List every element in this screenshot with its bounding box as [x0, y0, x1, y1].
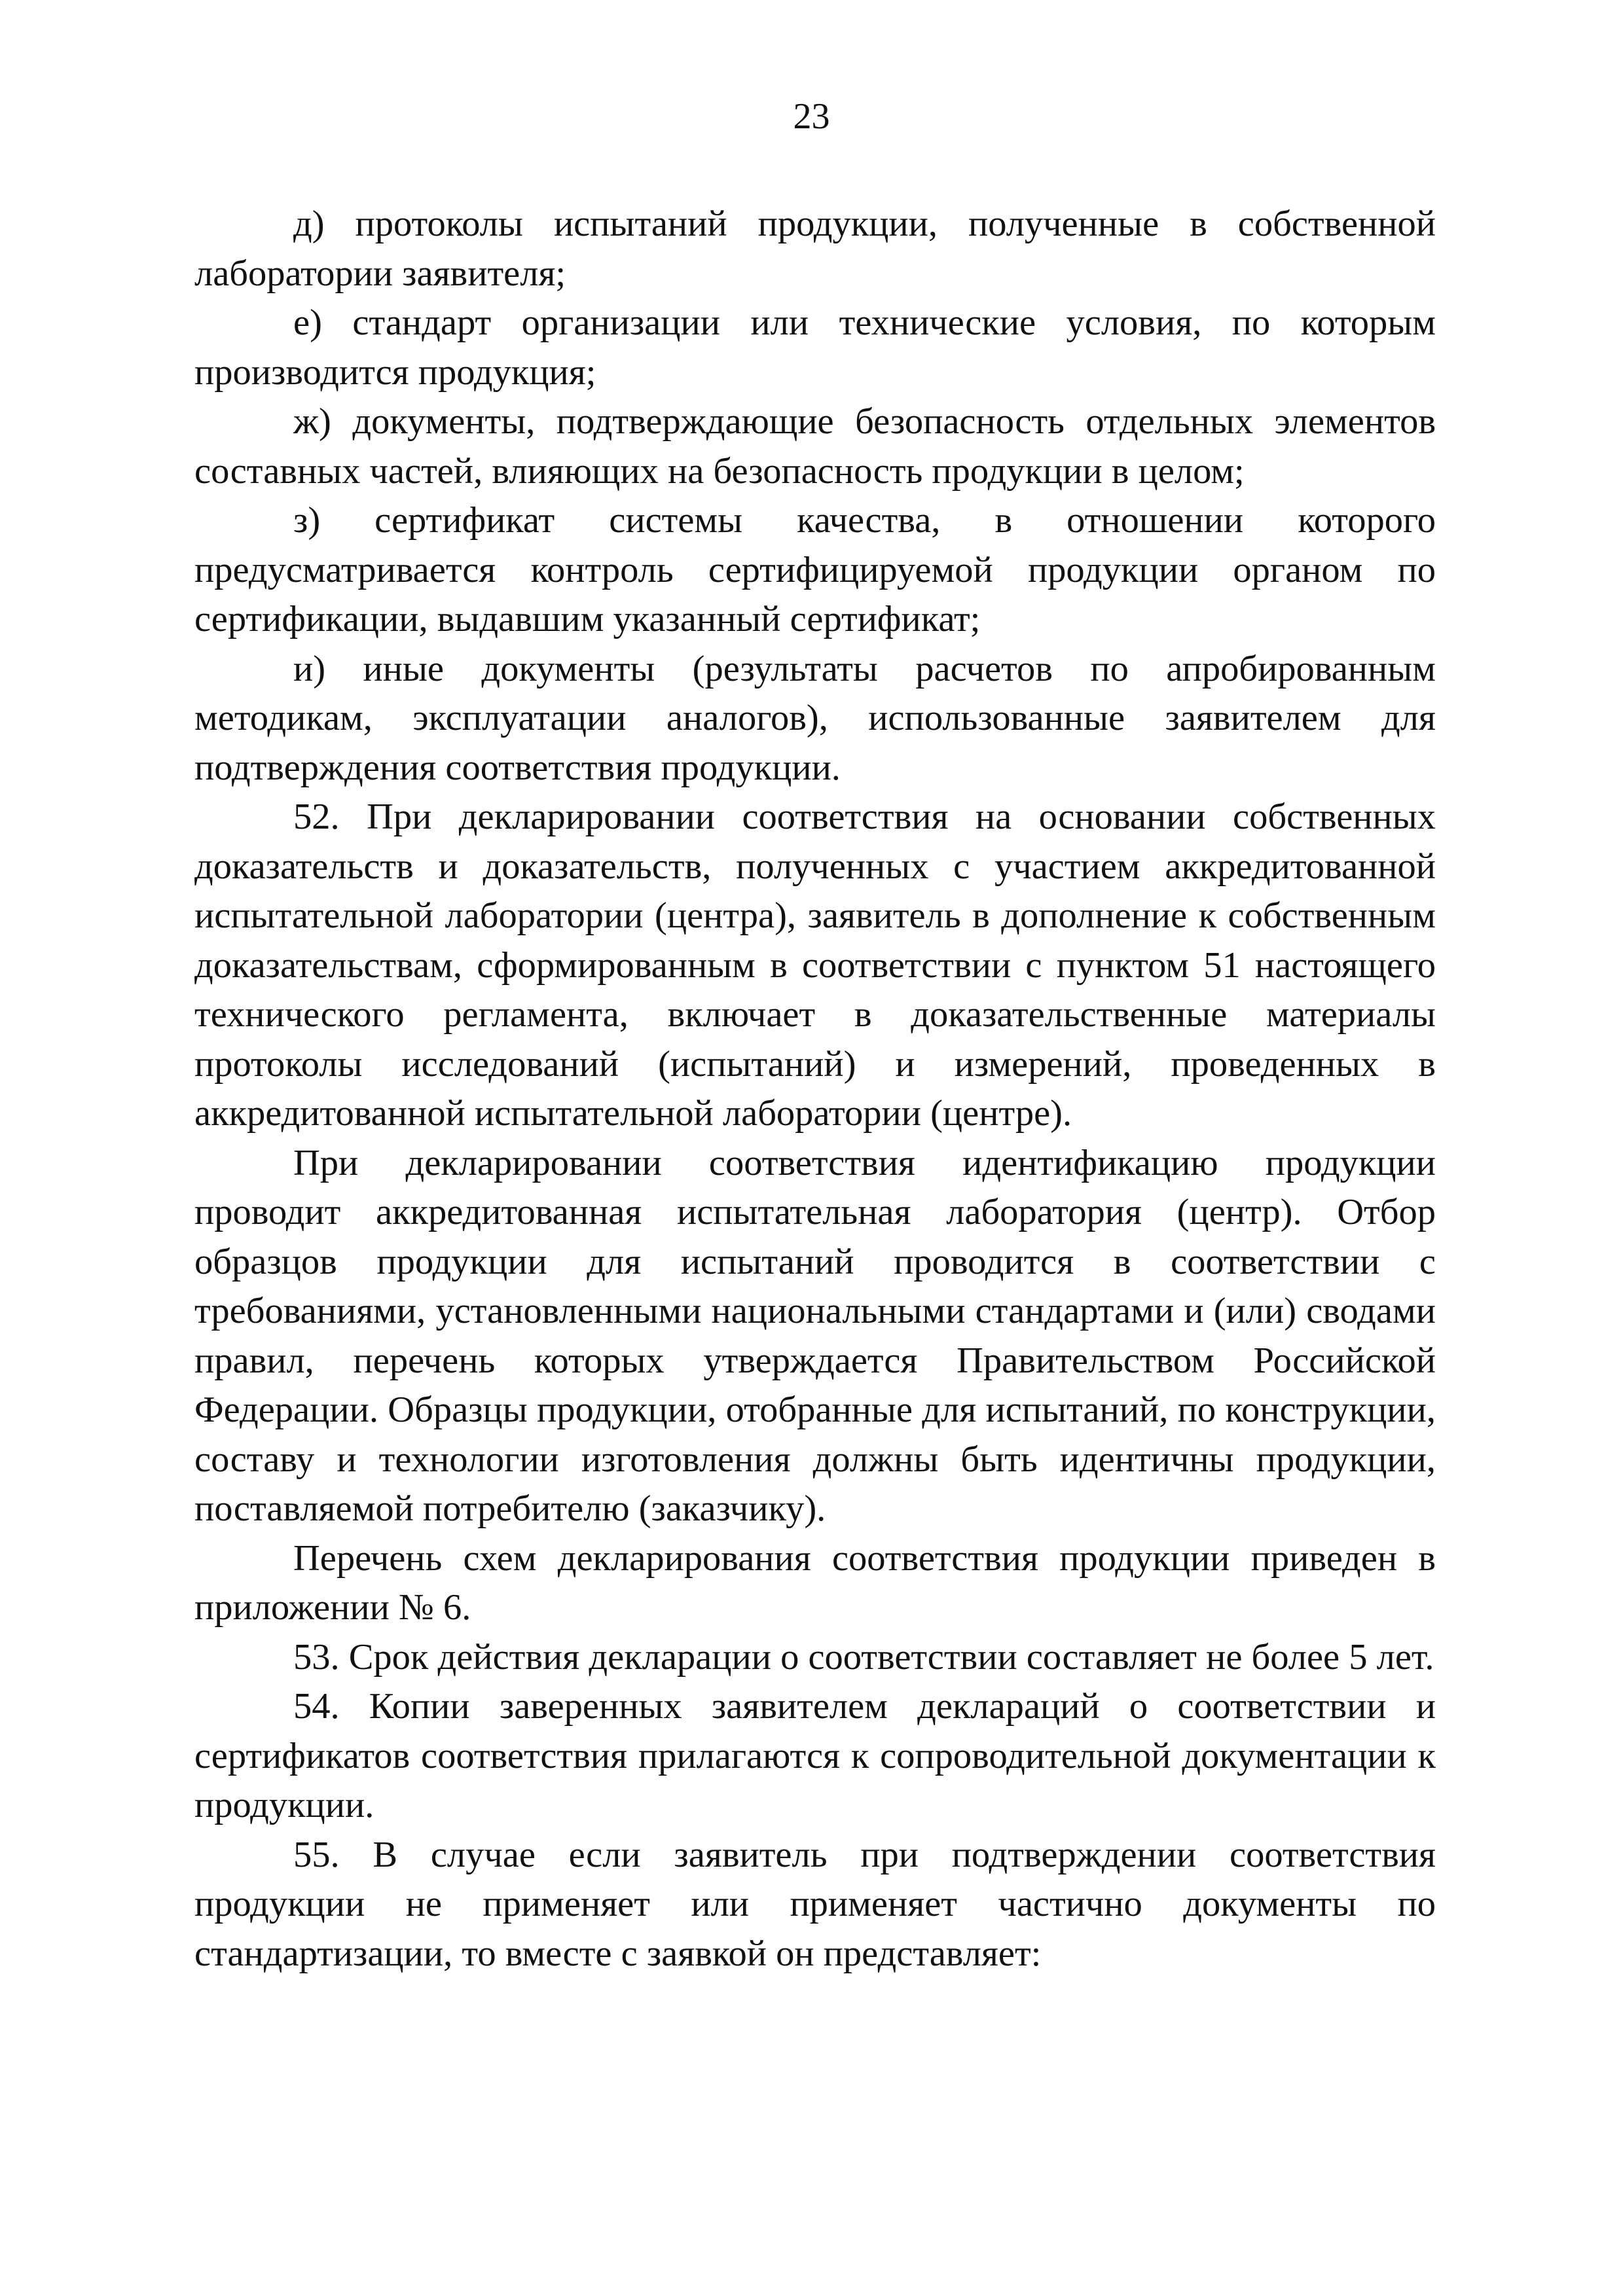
paragraph-55-partial-standards: 55. В случае если заявитель при подтверждении соответствия продукции не применяет или применяет частично документы по стандартизации, то вместе с заявкой он представляет: — [194, 1834, 1436, 1974]
paragraph-52-declaration-evidence: 52. При декларировании соответствия на основании собственных доказательств и доказательств, полученных с участием аккредитованной испытательной лаборатории (центра), заявитель в дополнение к собственным доказательствам, сформированным в соответствии с пунктом 51 настоящего технического регламента, включает в доказательственные материалы протоколы исследований (испытаний) и измерений, проведенных в аккредитованной испытательной лаборатории (центре). — [194, 797, 1436, 1134]
paragraph-d-test-protocols: д) протоколы испытаний продукции, полученные в собственной лаборатории заявителя; — [194, 204, 1436, 294]
page-number: 23 — [793, 96, 830, 137]
paragraph-zh-safety-documents: ж) документы, подтверждающие безопасность отдельных элементов составных частей, влияющих на безопасность продукции в целом; — [194, 401, 1436, 492]
document-body — [194, 200, 1436, 1979]
paragraph-declaration-schemes: Перечень схем декларирования соответствия продукции приведен в приложении № 6. — [194, 1537, 1436, 1628]
paragraph-54-copies: 54. Копии заверенных заявителем деклараций о соответствии и сертификатов соответствия прилагаются к сопроводительной документации к продукции. — [194, 1686, 1436, 1825]
paragraph-z-quality-certificate: з) сертификат системы качества, в отношении которого предусматривается контроль сертифицируемой продукции органом по сертификации, выдавшим указанный сертификат; — [194, 500, 1436, 639]
paragraph-53-validity-period: 53. Срок действия декларации о соответствии составляет не более 5 лет. — [293, 1636, 1434, 1677]
paragraph-declaration-identification: При декларировании соответствия идентификацию продукции проводит аккредитованная испытательная лаборатория (центр). Отбор образцов продукции для испытаний проводится в соответствии с требованиями, установленными национальными стандартами и (или) сводами правил, перечень которых утверждается Правительством Российской Федерации. Образцы продукции, отобранные для испытаний, по конструкции, составу и технологии изготовления должны быть идентичны продукции, поставляемой потребителю (заказчику). — [194, 1142, 1436, 1529]
paragraph-i-other-documents: и) иные документы (результаты расчетов по апробированным методикам, эксплуатации аналогов), использованные заявителем для подтверждения соответствия продукции. — [194, 648, 1436, 788]
paragraph-e-organization-standard: е) стандарт организации или технические условия, по которым производится продукция; — [194, 302, 1436, 393]
